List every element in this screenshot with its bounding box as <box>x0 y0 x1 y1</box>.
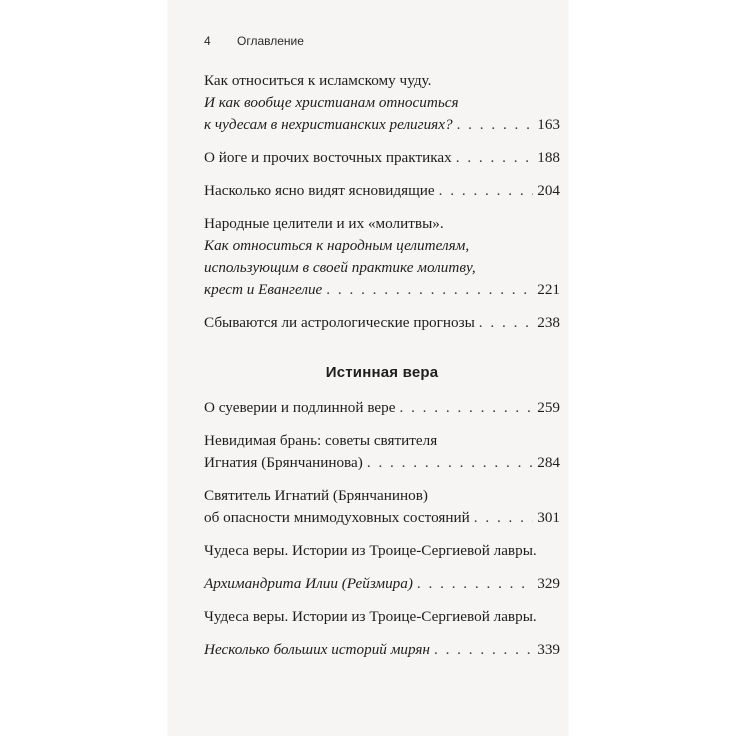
dot-leader <box>367 452 533 474</box>
toc-entry-line <box>204 507 560 529</box>
toc-entry-text: Невидимая брань: советы святителя <box>204 432 438 449</box>
dot-leader <box>457 114 534 136</box>
dot-leader <box>474 507 533 529</box>
toc-entry <box>204 639 560 661</box>
book-page <box>168 0 568 736</box>
toc-entry-text: О йоге и прочих восточных практиках <box>204 149 452 166</box>
toc-entry-text: Как относиться к народным целителям, <box>204 237 470 254</box>
toc-entry <box>204 213 560 301</box>
toc-entry-line <box>204 606 560 628</box>
toc-entry-text: Как относиться к исламскому чуду. <box>204 72 432 89</box>
table-of-contents <box>204 70 560 672</box>
toc-entry <box>204 573 560 595</box>
toc-entry-line <box>204 213 560 235</box>
toc-entry-line <box>204 279 560 301</box>
toc-entry-line <box>204 147 560 169</box>
toc-entry-text: Архимандрита Илии (Рейзмира) <box>204 575 413 592</box>
toc-page-number: 259 <box>537 399 560 416</box>
toc-section-2 <box>204 397 560 661</box>
toc-entry-text: Несколько больших историй мирян <box>204 641 430 658</box>
toc-entry <box>204 606 560 628</box>
toc-page-number: 238 <box>537 314 560 331</box>
running-header <box>204 34 304 48</box>
toc-entry <box>204 70 560 136</box>
toc-entry-text: об опасности мнимодуховных состояний <box>204 509 470 526</box>
toc-page-number: 329 <box>537 575 560 592</box>
toc-entry-line <box>204 235 560 257</box>
toc-entry-text: Чудеса веры. Истории из Троице-Сергиевой лавры. <box>204 608 537 625</box>
dot-leader <box>439 180 534 202</box>
toc-entry-text: использующим в своей практике молитву, <box>204 259 476 276</box>
header-title: Оглавление <box>237 34 304 48</box>
toc-page-number: 284 <box>537 454 560 471</box>
toc-entry-line <box>204 114 560 136</box>
toc-entry-line <box>204 430 560 452</box>
toc-page-number: 204 <box>537 182 560 199</box>
toc-entry-line <box>204 485 560 507</box>
dot-leader <box>326 279 533 301</box>
toc-entry <box>204 180 560 202</box>
toc-entry-text: Игнатия (Брянчанинова) <box>204 454 363 471</box>
toc-entry-text: Чудеса веры. Истории из Троице-Сергиевой лавры. <box>204 542 537 559</box>
toc-entry <box>204 485 560 529</box>
toc-entry <box>204 312 560 334</box>
toc-entry-text: крест и Евангелие <box>204 281 323 298</box>
toc-entry-line <box>204 452 560 474</box>
toc-entry-text: Народные целители и их «молитвы». <box>204 215 444 232</box>
toc-entry-text: И как вообще христианам относиться <box>204 94 459 111</box>
toc-entry-line <box>204 639 560 661</box>
toc-entry-text: Насколько ясно видят ясновидящие <box>204 182 435 199</box>
toc-entry <box>204 430 560 474</box>
toc-page-number: 301 <box>537 509 560 526</box>
toc-entry-line <box>204 257 560 279</box>
toc-page-number: 339 <box>537 641 560 658</box>
toc-entry <box>204 540 560 562</box>
toc-entry <box>204 397 560 419</box>
toc-entry-line <box>204 573 560 595</box>
toc-entry-line <box>204 180 560 202</box>
page-number: 4 <box>204 34 211 48</box>
toc-page-number: 188 <box>537 149 560 166</box>
toc-entry-text: Святитель Игнатий (Брянчанинов) <box>204 487 428 504</box>
toc-entry-line <box>204 70 560 92</box>
dot-leader <box>479 312 533 334</box>
toc-page-number: 221 <box>537 281 560 298</box>
toc-section-1 <box>204 70 560 334</box>
section-title: Истинная вера <box>325 364 439 381</box>
toc-entry-text: О суеверии и подлинной вере <box>204 399 396 416</box>
dot-leader <box>417 573 533 595</box>
toc-entry-text: Сбываются ли астрологические прогнозы <box>204 314 475 331</box>
dot-leader <box>456 147 533 169</box>
toc-entry-line <box>204 92 560 114</box>
toc-page-number: 163 <box>537 116 560 133</box>
toc-entry-line <box>204 397 560 419</box>
toc-entry-text: к чудесам в нехристианских религиях? <box>204 116 453 133</box>
dot-leader <box>399 397 533 419</box>
toc-entry-line <box>204 312 560 334</box>
dot-leader <box>434 639 533 661</box>
toc-entry <box>204 147 560 169</box>
toc-entry-line <box>204 540 560 562</box>
